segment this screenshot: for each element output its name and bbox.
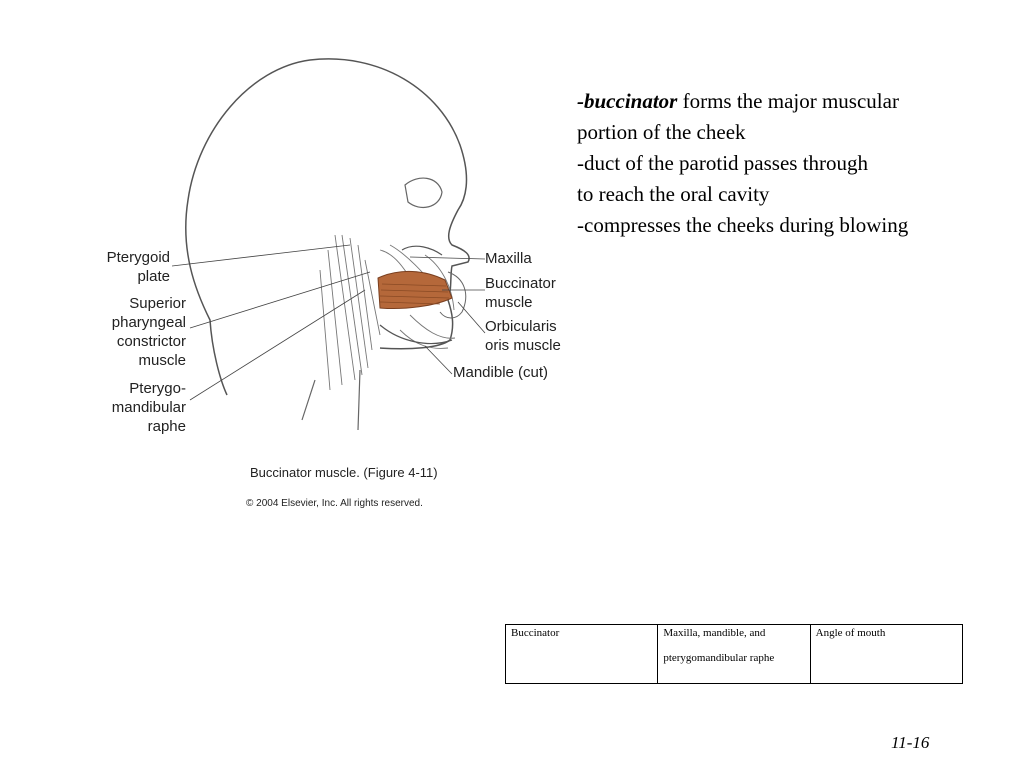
note-line-1 [577,86,1007,117]
origin-line-2: pterygomandibular raphe [663,652,775,664]
note-line-4: to reach the oral cavity [577,182,770,206]
notes-text [577,86,1007,241]
label-pterygomandibular-raphe: Pterygo- mandibular raphe [111,380,186,435]
label-buccinator-muscle: Buccinator muscle [485,275,556,311]
cell-insertion [810,625,962,684]
table-row [506,625,963,684]
insertion: Angle of mouth [815,627,886,639]
note-line-1-rest: forms the major muscular [677,89,899,113]
note-line-2: portion of the cheek [577,120,746,144]
note-line-3: -duct of the parotid passes through [577,151,869,175]
cell-origin [658,625,810,684]
muscle-table [505,624,963,684]
label-maxilla: Maxilla [485,250,532,267]
label-pterygoid-plate: Pterygoid plate [106,249,170,285]
muscle-name: Buccinator [511,627,560,639]
buccinator-figure [80,50,580,520]
cell-muscle-name [506,625,658,684]
origin-line-1: Maxilla, mandible, and [663,627,766,639]
figure-copyright: © 2004 Elsevier, Inc. All rights reserved. [246,498,423,509]
label-mandible-cut: Mandible (cut) [453,364,549,381]
figure-caption: Buccinator muscle. (Figure 4-11) [250,465,438,480]
label-superior-pharyngeal-constrictor: Superior pharyngeal constrictor muscle [111,295,186,369]
note-term-buccinator: -buccinator [577,89,678,113]
page-number: 11-16 [891,733,930,752]
label-orbicularis-oris: Orbicularis oris muscle [485,318,561,354]
note-line-5: -compresses the cheeks during blowing [577,213,909,237]
